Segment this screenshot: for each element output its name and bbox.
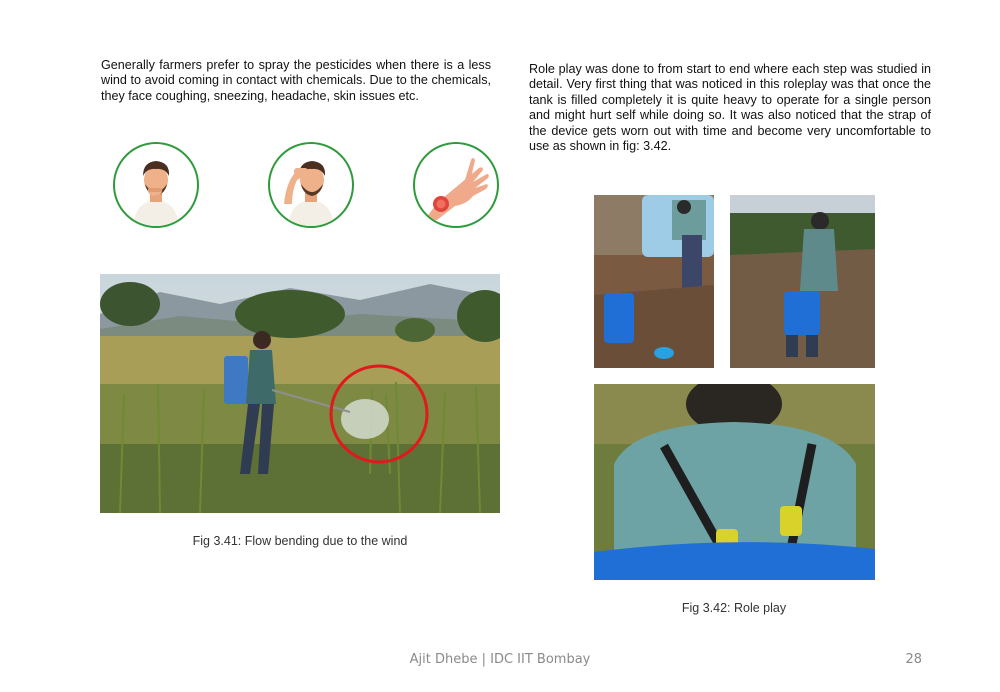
- roleplay-photo-filling: [594, 195, 714, 368]
- headache-man-icon: [268, 142, 354, 228]
- coughing-man-icon: [113, 142, 199, 228]
- roleplay-photo-lifting: [730, 195, 875, 368]
- skin-rash-hand-icon: [413, 142, 499, 228]
- footer-author: Ajit Dhebe | IDC IIT Bombay: [409, 652, 591, 667]
- figure-caption-3-42: Fig 3.42: Role play: [681, 601, 787, 615]
- intro-paragraph: Generally farmers prefer to spray the pesticides when there is a less wind to avoid coming in contact with chemicals. Due to the chemicals, they face coughing, sneezing, headache, skin issues etc.: [101, 58, 491, 103]
- figure-caption-3-41: Fig 3.41: Flow bending due to the wind: [192, 534, 408, 548]
- roleplay-paragraph: Role play was done to from start to end where each step was studied in detail. Very first thing that was noticed in this roleplay was that once the tank is filled completely it is quite heavy to operate for a single person and might hurt self while doing so. It was also noticed that the strap of the device gets worn out with time and become very uncomfortable to use as shown in fig: 3.42.: [529, 62, 931, 154]
- farmer-spraying-photo: [100, 274, 500, 513]
- page-number: 28: [905, 652, 922, 667]
- roleplay-photo-strap-closeup: [594, 384, 875, 580]
